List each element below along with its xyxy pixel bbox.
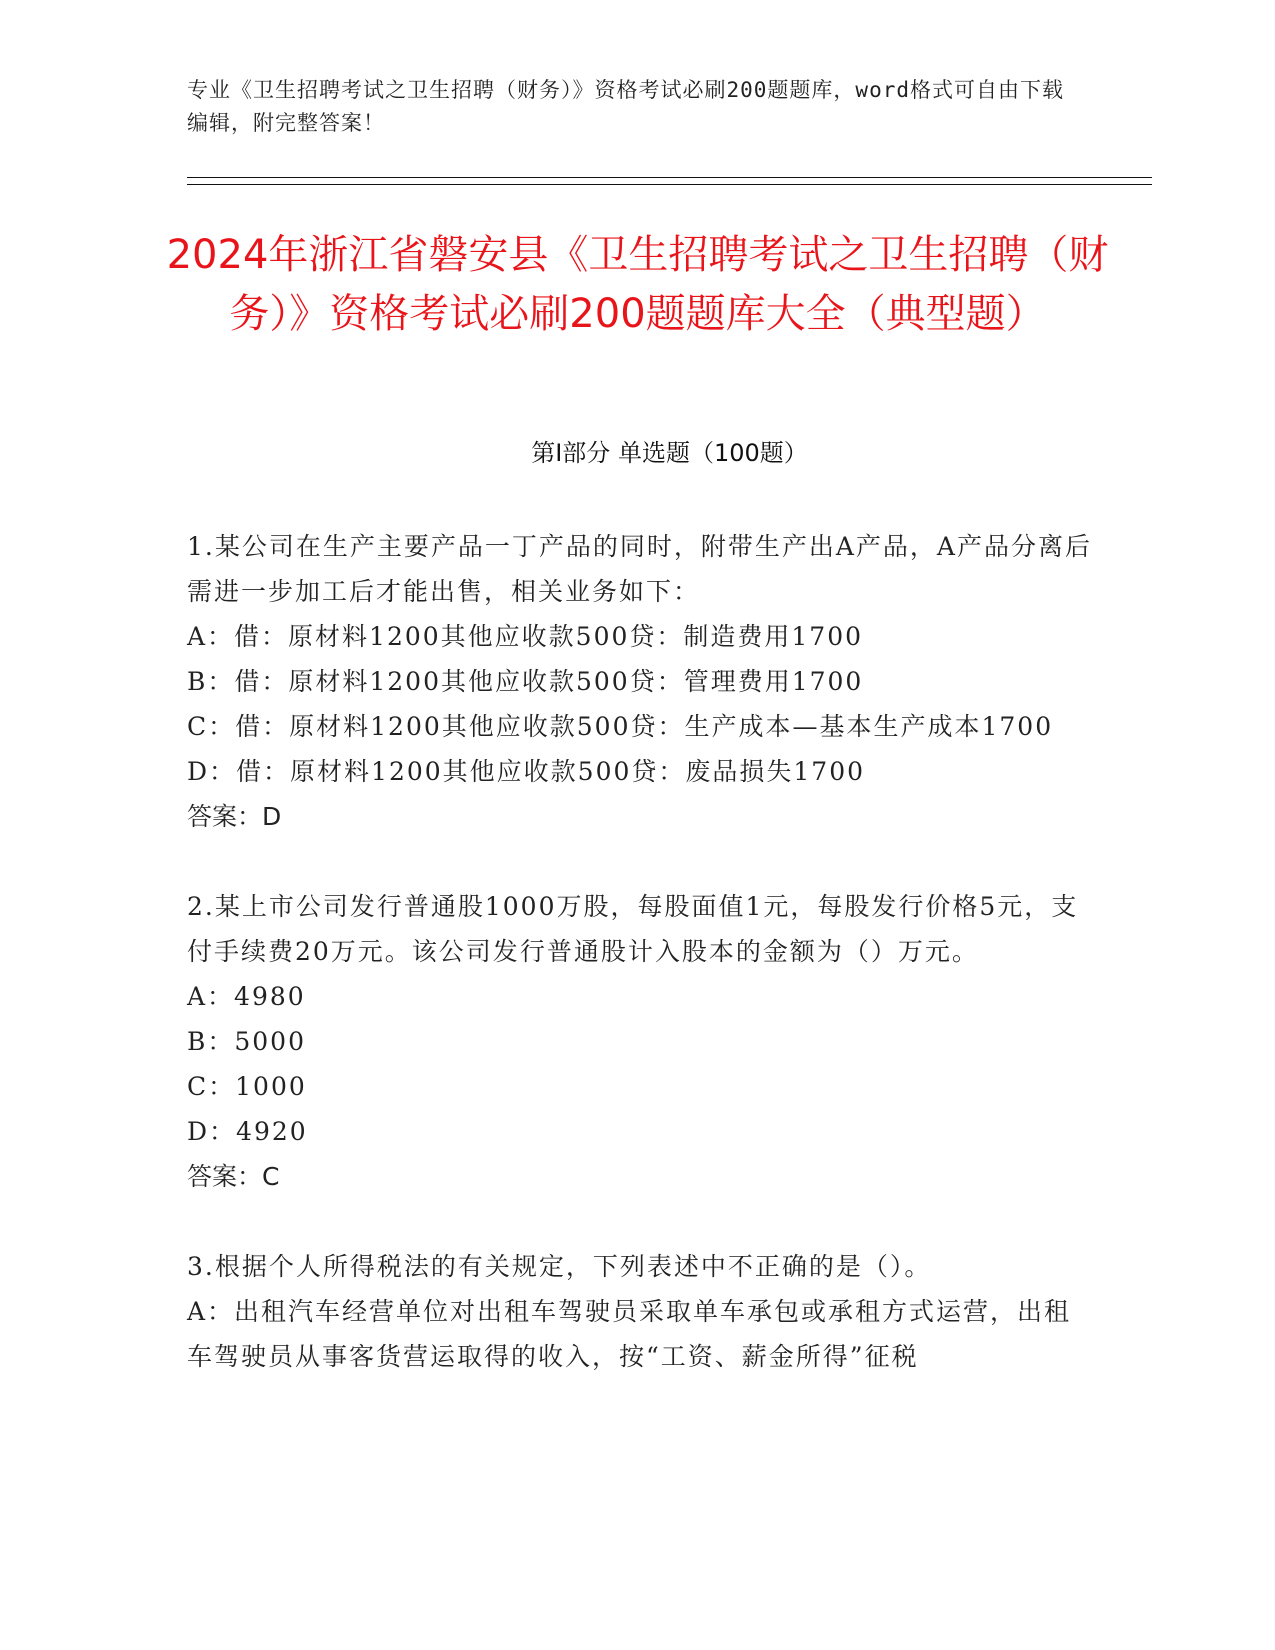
question-option: C：1000 <box>187 1072 307 1101</box>
question-option: D：4920 <box>187 1117 308 1146</box>
question-option: B：5000 <box>187 1027 306 1056</box>
question-option: A：4980 <box>187 982 306 1011</box>
question-option: D：借：原材料1200其他应收款500贷：废品损失1700 <box>187 757 866 786</box>
question-option: B：借：原材料1200其他应收款500贷：管理费用1700 <box>187 667 864 696</box>
header-divider-top <box>187 177 1152 178</box>
question-list <box>187 524 1092 1424</box>
question-stem: 1.某公司在生产主要产品一丁产品的同时，附带生产出A产品，A产品分离后需进一步加工后才能出售，相关业务如下： <box>187 532 1092 606</box>
question-option: A：出租汽车经营单位对出租车驾驶员采取单车承包或承租方式运营，出租车驾驶员从事客货营运取得的收入，按“工资、薪金所得”征税 <box>187 1297 1072 1371</box>
document-header-note: 专业《卫生招聘考试之卫生招聘（财务）》资格考试必刷200题题库，word格式可自由下载编辑，附完整答案！ <box>187 78 1064 135</box>
question-1 <box>187 524 1092 839</box>
header-divider-bottom <box>187 184 1152 185</box>
question-stem: 3.根据个人所得税法的有关规定，下列表述中不正确的是（）。 <box>187 1252 932 1281</box>
question-answer: 答案：C <box>187 1162 280 1191</box>
question-option: A：借：原材料1200其他应收款500贷：制造费用1700 <box>187 622 864 651</box>
question-option: C：借：原材料1200其他应收款500贷：生产成本—基本生产成本1700 <box>187 712 1054 741</box>
question-stem: 2.某上市公司发行普通股1000万股，每股面值1元，每股发行价格5元，支付手续费20万元。该公司发行普通股计入股本的金额为（）万元。 <box>187 892 1079 966</box>
question-2 <box>187 884 1092 1199</box>
question-3 <box>187 1244 1092 1379</box>
question-answer: 答案：D <box>187 802 282 831</box>
document-title: 2024年浙江省磐安县《卫生招聘考试之卫生招聘（财务）》资格考试必刷200题题库大全（典型题） <box>166 232 1109 337</box>
section-heading: 第I部分 单选题（100题） <box>531 439 808 467</box>
